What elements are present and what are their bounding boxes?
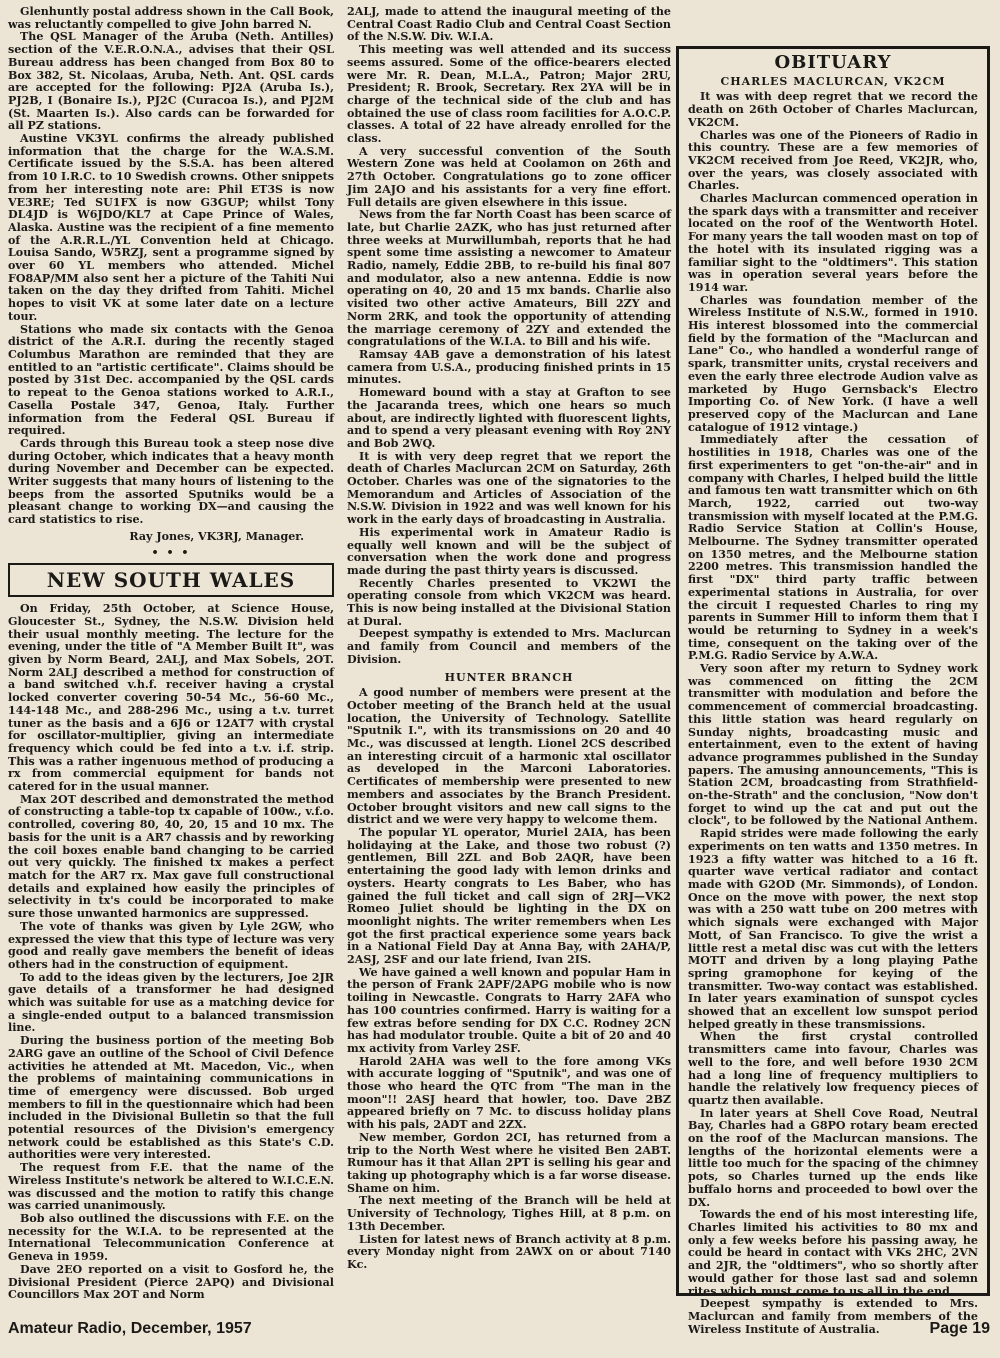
obituary-subtitle: CHARLES MACLURCAN, VK2CM	[720, 74, 946, 88]
paragraph: Stations who made six contacts with the Genoa district of the A.R.I. during the recently staged Columbus Marathon are reminded that they are entitled to an "artistic certificate". Claims should be posted by 31st Dec. accompanied by the QSL cards to repeat to the Genoa stations worked to A.R.I., Casella Postale 347, Genoa, Italy. Further information from the Federal QSL Bureau if required.	[8, 322, 334, 438]
paragraph: Charles was one of the Pioneers of Radio in this country. These are a few memories of VK2CM received from Joe Reed, VK2JR, who, over the years, was closely associated with Charles.	[688, 128, 978, 193]
paragraph: It is with very deep regret that we report the death of Charles Maclurcan 2CM on Saturday, 26th October. Charles was one of the signatories to the Memorandum and Articles of Association of the N.S.W. Division in 1922 and was well known for his work in the early days of broadcasting in Australia.	[347, 449, 671, 527]
paragraph: Max 2OT described and demonstrated the method of constructing a table-top tx capable of 100w., v.f.o. controlled, covering 80, 40, 20, 15 and 10 mx. The basis for the unit is a AR7 chassis and by reworking the coil boxes enable band changing to be carried out very quickly. The finished tx makes a perfect match for the AR7 rx. Max gave full constructional details and explained how easily the principles of selectivity in tx's could be incorporated to make sure those unwanted harmonics are suppressed.	[8, 792, 334, 921]
paragraph: The popular YL operator, Muriel 2AIA, has been holidaying at the Lake, and those two robust (?) gentlemen, Bill 2ZL and Bob 2AQR, have been entertaining the good lady with lemon drinks and oysters. Hearty congrats to Les Baber, who has gained the full ticket and call sign of 2RJ—VK2 Romeo Juliet should be lighting in the DX on moonlight nights. The writer remembers when Les got the first practical experience some years back in a National Field Day at Anna Bay, with 2AHA/P, 2ASJ, 2SF and our late friend, Ivan 2IS.	[347, 826, 671, 967]
paragraph: Deepest sympathy is extended to Mrs. Maclurcan and family from Council and members of the Division.	[347, 627, 671, 666]
paragraph: Charles Maclurcan commenced operation in the spark days with a transmitter and receiver located on the roof of the Wentworth Hotel. For many years the tall wooden mast on top of the hotel with its insulated rigging was a familiar sight to the "oldtimers". This station was in operation several years before the 1914 war.	[688, 192, 978, 294]
paragraph: On Friday, 25th October, at Science House, Gloucester St., Sydney, the N.S.W. Division held their usual monthly meeting. The lecture for the evening, under the title of "A Member Built It", was given by Norm Beard, 2ALJ, and Max Sobels, 2OT. Norm 2ALJ described a method for construction of a band switched v.h.f. receiver having a crystal locked converter covering 50-54 Mc., 56-60 Mc., 144-148 Mc., and 288-296 Mc., using a t.v. turret tuner as the basis and a 6J6 or 12AT7 with crystal for oscillator-multiplier, giving an intermediate frequency which could be fed into a t.v. i.f. strip. This was a rather ingenuous method of producing a rx from commercial equipment for bands not catered for in the usual manner.	[8, 602, 334, 794]
section-heading-nsw: NEW SOUTH WALES	[8, 563, 334, 597]
paragraph: Homeward bound with a stay at Grafton to see the Jacaranda trees, which one hears so much about, are indirectly lighted with fluorescent lights, and to spend a very pleasant evening with Roy 2NY and Bob 2WQ.	[347, 386, 671, 450]
footer-publication: Amateur Radio, December, 1957	[8, 1320, 252, 1337]
paragraph: To add to the ideas given by the lecturers, Joe 2JR gave details of a transformer he had designed which was suitable for use as a matching device for a single-ended output to a balanced transmission line.	[8, 970, 334, 1035]
paragraph: Harold 2AHA was well to the fore among VKs with accurate logging of "Sputnik", and was one of those who heard the QTC from "The man in the moon"!! 2ASJ heard that howler, too. Dave 2BZ appeared briefly on 7 Mc. to discuss holiday plans with his pals, 2ADT and 2ZX.	[347, 1054, 671, 1132]
paragraph: Rapid strides were made following the early experiments on ten watts and 1350 metres. In 1923 a fifty watter was hitched to a 16 ft. quarter wave vertical radiator and contact made with G2OD (Mr. Simmonds), of London. Once on the move with power, the next stop was with a 250 watt tube on 200 metres with which signals were exchanged with Major Mott, of San Francisco. To give the wrist a little rest a metal disc was cut with the letters MOTT and driven by a long playing Pathe spring gramophone for keying of the transmitter. Two-way contact was established. In later years examination of sunspot cycles showed that an excellent low sunspot period helped greatly in these transmissions.	[688, 827, 978, 1031]
paragraph: Bob also outlined the discussions with F.E. on the necessity for the W.I.A. to be represented at the International Telecommunication Conference at Geneva in 1959.	[8, 1211, 334, 1264]
paragraph: In later years at Shell Cove Road, Neutral Bay, Charles had a G8PO rotary beam erected on the roof of the Maclurcan mansions. The lengths of the horizontal elements were a little too much for the spacing of the chimney pots, so Charles turned up the ends like buffalo horns and proceeded to bowl over the DX.	[688, 1106, 978, 1209]
paragraph: News from the far North Coast has been scarce of late, but Charlie 2AZK, who has just returned after three weeks at Murwillumbah, reports that he had spent some time assisting a newcomer to Amateur Radio, namely, Eddie 2BB, to re-build his final 807 and modulator, also a new antenna. Eddie is now operating on 40, 20 and 15 mx bands. Charlie also visited two other active Amateurs, Bill 2ZY and Norm 2RK, and took the opportunity of attending the marriage ceremony of 2ZY and extended the congratulations of the W.I.A. to Bill and his wife.	[347, 208, 671, 349]
paragraph: Dave 2EO reported on a visit to Gosford he, the Divisional President (Pierce 2APQ) and Divisional Councillors Max 2OT and Norm	[8, 1262, 334, 1302]
paragraph: A very successful convention of the South Western Zone was held at Coolamon on 26th and 27th October. Congratulations go to zone officer Jim 2AJO and his assistants for a very fine effort. Full details are given elsewhere in this issue.	[347, 144, 671, 209]
paragraph: Recently Charles presented to VK2WI the operating console from which VK2CM was heard. This is now being installed at the Divisional Station at Dural.	[347, 576, 671, 628]
paragraph: This meeting was well attended and its success seems assured. Some of the office-bearers elected were Mr. R. Dean, M.L.A., Patron; Major 2RU, President; R. Brook, Secretary. Rex 2YA will be in charge of the technical side of the club and has obtained the use of class room facilities for A.O.C.P. classes. A total of 22 have already enrolled for the class.	[347, 43, 671, 146]
paragraph: The next meeting of the Branch will be held at University of Technology, Tighes Hill, at 8 p.m. on 13th December.	[347, 1194, 671, 1233]
section-separator: • • •	[151, 545, 191, 559]
paragraph: Austine VK3YL confirms the already published information that the charge for the W.A.S.M. Certificate issued by the S.S.A. has been altered from 10 I.R.C. to 10 Swedish crowns. Other snippets from her interesting note are: Phil ET3S is now VE3RE; Ted SU1FX is now G3GUP; whilst Tony DL4JD is W6JDO/KL7 at Cape Prince of Wales, Alaska. Austine was the recipient of a fine memento of the A.R.R.L./YL Convention held at Chicago. Louisa Sando, W5RZJ, sent a programme signed by over 60 YL members who attended. Michel FO8AP/MM also sent her a picture of the Tahiti Nui taken on the day they drifted from Tahiti. Michel hopes to visit VK at some later date on a lecture tour.	[8, 132, 334, 323]
paragraph: Cards through this Bureau took a steep nose dive during October, which indicates that a heavy month during November and December can be expected. Writer suggests that many hours of listening to the beeps from the assorted Sputniks would be a pleasant change to working DX—and causing the card statistics to rise.	[8, 436, 334, 527]
paragraph: A good number of members were present at the October meeting of the Branch held at the usual location, the University of Technology. Satellite "Sputnik I.", with its transmissions on 20 and 40 Mc., was discussed at length. Lionel 2CS described an interesting circuit of a harmonic xtal oscillator as developed in the Marconi Laboratories. Certificates of membership were presented to new members and associates by the Branch President. October brought visitors and new call signs to the district and we were very happy to welcome them.	[347, 686, 671, 827]
column-left	[8, 6, 334, 1302]
obituary-title: OBITUARY	[774, 52, 892, 73]
paragraph: New member, Gordon 2CI, has returned from a trip to the North West where he visited Ben 2ABT. Rumour has it that Allan 2PT is selling his gear and taking up photography which is a far worse disease. Shame on him.	[347, 1130, 671, 1195]
paragraph: Deepest sympathy is extended to Mrs. Maclurcan and family from members of the Wireless Institute of Australia.	[688, 1297, 978, 1336]
paragraph: His experimental work in Amateur Radio is equally well known and will be the subject of conversation when the work done and progress made during the past thirty years is discussed.	[347, 525, 671, 577]
paragraph: The request from F.E. that the name of the Wireless Institute's network be altered to W.I.C.E.N. was discussed and the motion to ratify this change was carried unanimously.	[8, 1161, 334, 1213]
paragraph: Immediately after the cessation of hostilities in 1918, Charles was one of the first experimenters to get "on-the-air" and in company with Charles, I helped build the little and famous ten watt transmitter which on 6th March, 1922, carried out two-way transmission with myself located at the P.M.G. Radio Service Station at Collin's House, Melbourne. The Sydney transmitter operated on 1350 metres, and the Melbourne station 2200 metres. This transmission handled the first "DX" third party traffic between experimental stations in Australia, for over the circuit I requested Charles to ring my parents in Summer Hill to inform them that I would be returning to Sydney in a week's time, consequent on the taking over of the P.M.G. Radio Service by A.W.A.	[688, 433, 978, 663]
subheading-hunter-branch: HUNTER BRANCH	[444, 670, 574, 684]
paragraph: Towards the end of his most interesting life, Charles limited his activities to 80 mx and only a few weeks before his passing away, he could be heard in contact with VKs 2HC, 2VN and 2JR, the "oldtimers", who so shortly after would gather for those last sad and solemn rites which must come to us all in the end.	[688, 1208, 978, 1298]
paragraph: Charles was foundation member of the Wireless Institute of N.S.W., formed in 1910. His interest blossomed into the commercial field by the formation of the "Maclurcan and Lane" Co., who handled a wonderful range of spark, transmitter units, crystal receivers and even the early three electrode Audion valve as marketed by Hugo Gernsback's Electro Importing Co. of New York. (I have a well preserved copy of the Maclurcan and Lane catalogue of 1912 vintage.)	[688, 293, 978, 434]
signature: Ray Jones, VK3RJ, Manager.	[129, 529, 304, 543]
column-middle	[347, 6, 671, 1272]
paragraph: Glenhuntly postal address shown in the Call Book, was reluctantly compelled to give John barred N.	[8, 5, 334, 31]
paragraph: The QSL Manager of the Aruba (Neth. Antilles) section of the V.E.R.O.N.A., advises that their QSL Bureau address has been changed from Box 80 to Box 382, St. Nicolaas, Aruba, Neth. Ant. QSL cards are accepted for the following: PJ2A (Aruba Is.), PJ2B, I (Bonaire Is.), PJ2C (Curacoa Is.), and PJ2M (St. Maarten Is.). Also cards can be forwarded for all PZ stations.	[8, 30, 334, 133]
footer-page-number: Page 19	[929, 1320, 990, 1337]
paragraph: Ramsay 4AB gave a demonstration of his latest camera from U.S.A., producing finished prints in 15 minutes.	[347, 347, 671, 387]
paragraph: 2ALJ, made to attend the inaugural meeting of the Central Coast Radio Club and Central Coast Section of the N.S.W. Div. W.I.A.	[347, 5, 671, 44]
paragraph: When the first crystal controlled transmitters came into favour, Charles was well to the fore, and well before 1930 2CM had a long line of frequency multipliers to handle the relatively low frequency pieces of quartz then available.	[688, 1030, 978, 1107]
paragraph: Very soon after my return to Sydney work was commenced on fitting the 2CM transmitter with modulation and before the commencement of commercial broadcasting. this little station was heard regularly on Sunday nights, broadcasting music and entertainment, even to the extent of having advance programmes published in the Sunday papers. The amusing announcements, "This is Station 2CM, broadcasting from Strathfield-on-the-Strath" and the conclusion, "Now don't forget to wind up the cat and put out the clock", to be followed by the National Anthem.	[688, 662, 978, 828]
paragraph: The vote of thanks was given by Lyle 2GW, who expressed the view that this type of lecture was very good and really gave members the benefit of ideas others had in the construction of equipment.	[8, 919, 334, 971]
paragraph: Listen for latest news of Branch activity at 8 p.m. every Monday night from 2AWX on or about 7140 Kc.	[347, 1232, 671, 1271]
paragraph: It was with deep regret that we record the death on 26th October of Charles Maclurcan, VK2CM.	[688, 90, 978, 129]
paragraph: We have gained a well known and popular Ham in the person of Frank 2APF/2APG mobile who is now toiling in Newcastle. Congrats to Harry 2AFA who has 100 countries confirmed. Harry is waiting for a few extras before sending for DX C.C. Rodney 2CN has had modulator trouble. Quite a bit of 20 and 40 mx activity from Varley 2SF.	[347, 965, 671, 1055]
paragraph: During the business portion of the meeting Bob 2ARG gave an outline of the School of Civil Defence activities he attended at Mt. Macedon, Vic., when the problems of maintaining communications in time of emergency were discussed. Bob urged members to fill in the questionnaire which had been included in the Divisional Bulletin so that the full potential resources of the Division's emergency network could be established as this State's C.D. authorities were very interested.	[8, 1034, 334, 1162]
page-footer	[8, 1320, 990, 1338]
